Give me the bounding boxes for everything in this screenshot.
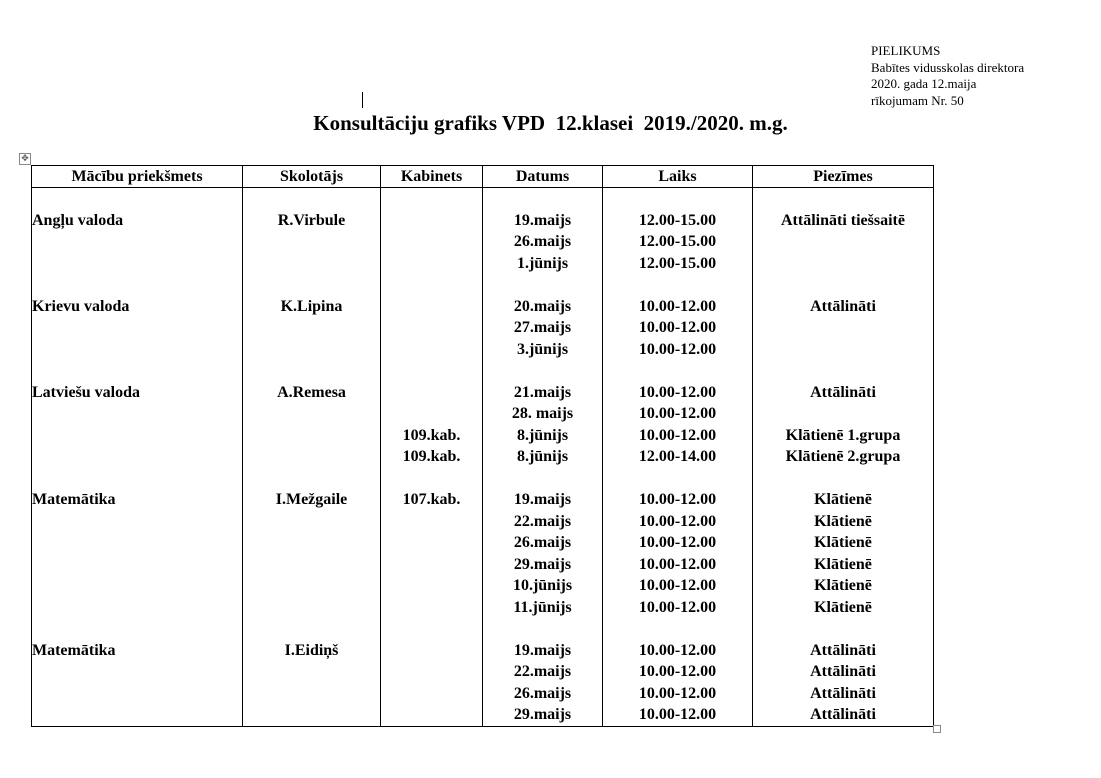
date-cell: 3.jūnijs [483, 339, 603, 361]
date-cell: 11.jūnijs [483, 597, 603, 619]
date-cell: 28. maijs [483, 403, 603, 425]
table-resize-handle[interactable] [933, 725, 941, 733]
table-row [32, 231, 934, 253]
time-cell: 10.00-12.00 [603, 575, 753, 597]
subject-cell [32, 339, 243, 361]
teacher-cell [243, 532, 381, 554]
table-row [32, 575, 934, 597]
room-cell: 109.kab. [381, 446, 483, 468]
date-cell: 29.maijs [483, 704, 603, 726]
table-header-row [32, 166, 934, 188]
date-cell: 1.jūnijs [483, 253, 603, 275]
table-row [32, 618, 934, 640]
time-cell: 10.00-12.00 [603, 317, 753, 339]
table-move-handle-icon[interactable]: ✥ [19, 153, 31, 165]
table-row [32, 597, 934, 619]
room-cell [381, 661, 483, 683]
date-cell: 20.maijs [483, 296, 603, 318]
table-row [32, 683, 934, 705]
subject-cell: Matemātika [32, 640, 243, 662]
subject-cell [32, 425, 243, 447]
subject-cell [32, 554, 243, 576]
schedule-table [31, 165, 934, 727]
teacher-cell [243, 683, 381, 705]
teacher-cell [243, 425, 381, 447]
room-cell [381, 403, 483, 425]
table-row [32, 210, 934, 232]
notes-cell: Attālināti [753, 683, 934, 705]
notes-cell: Klātienē [753, 575, 934, 597]
notes-cell [753, 188, 934, 210]
teacher-cell [243, 403, 381, 425]
table-row [32, 468, 934, 490]
room-cell [381, 618, 483, 640]
subject-cell [32, 597, 243, 619]
appendix-line: rīkojumam Nr. 50 [871, 92, 964, 108]
subject-cell [32, 661, 243, 683]
time-cell: 10.00-12.00 [603, 511, 753, 533]
teacher-cell [243, 188, 381, 210]
subject-cell [32, 618, 243, 640]
time-cell [603, 618, 753, 640]
time-cell [603, 360, 753, 382]
time-cell: 10.00-12.00 [603, 296, 753, 318]
notes-cell [753, 468, 934, 490]
room-cell [381, 296, 483, 318]
notes-cell: Attālināti [753, 382, 934, 404]
teacher-cell [243, 253, 381, 275]
room-cell [381, 683, 483, 705]
teacher-cell [243, 468, 381, 490]
time-cell [603, 274, 753, 296]
subject-cell: Matemātika [32, 489, 243, 511]
date-cell: 8.jūnijs [483, 446, 603, 468]
notes-cell [753, 274, 934, 296]
room-cell [381, 468, 483, 490]
subject-cell [32, 253, 243, 275]
table-row [32, 253, 934, 275]
table-row [32, 661, 934, 683]
notes-cell [753, 317, 934, 339]
date-cell: 29.maijs [483, 554, 603, 576]
room-cell: 107.kab. [381, 489, 483, 511]
teacher-cell [243, 704, 381, 726]
table-row [32, 640, 934, 662]
table-row [32, 317, 934, 339]
room-cell [381, 210, 483, 232]
teacher-cell [243, 618, 381, 640]
table-body [32, 188, 934, 727]
date-cell: 22.maijs [483, 661, 603, 683]
table-row [32, 532, 934, 554]
teacher-cell [243, 575, 381, 597]
time-cell: 10.00-12.00 [603, 597, 753, 619]
time-cell: 10.00-12.00 [603, 554, 753, 576]
time-cell: 10.00-12.00 [603, 704, 753, 726]
teacher-cell [243, 231, 381, 253]
date-cell [483, 618, 603, 640]
appendix-line: PIELIKUMS [871, 43, 941, 58]
date-cell: 26.maijs [483, 231, 603, 253]
time-cell: 12.00-15.00 [603, 210, 753, 232]
room-cell [381, 382, 483, 404]
room-cell [381, 360, 483, 382]
notes-cell [753, 403, 934, 425]
table-row [32, 360, 934, 382]
teacher-cell [243, 554, 381, 576]
time-cell: 10.00-12.00 [603, 489, 753, 511]
subject-cell [32, 274, 243, 296]
table-row [32, 188, 934, 210]
time-cell [603, 468, 753, 490]
table-row [32, 296, 934, 318]
notes-cell: Klātienē 1.grupa [753, 425, 934, 447]
room-cell [381, 554, 483, 576]
teacher-cell [243, 597, 381, 619]
notes-cell [753, 253, 934, 275]
notes-cell: Klātienē [753, 554, 934, 576]
time-cell: 10.00-12.00 [603, 425, 753, 447]
subject-cell [32, 188, 243, 210]
table-row [32, 382, 934, 404]
teacher-cell [243, 274, 381, 296]
table-row [32, 554, 934, 576]
room-cell: 109.kab. [381, 425, 483, 447]
date-cell [483, 188, 603, 210]
table-row [32, 403, 934, 425]
time-cell: 10.00-12.00 [603, 640, 753, 662]
room-cell [381, 511, 483, 533]
date-cell [483, 360, 603, 382]
text-cursor [362, 92, 363, 108]
subject-cell [32, 683, 243, 705]
table-row [32, 511, 934, 533]
teacher-cell: I.Eidiņš [243, 640, 381, 662]
notes-cell: Klātienē [753, 597, 934, 619]
date-cell: 19.maijs [483, 210, 603, 232]
subject-cell [32, 575, 243, 597]
room-cell [381, 704, 483, 726]
date-cell [483, 468, 603, 490]
subject-cell [32, 704, 243, 726]
teacher-cell: A.Remesa [243, 382, 381, 404]
teacher-cell [243, 360, 381, 382]
notes-cell: Klātienē [753, 511, 934, 533]
date-cell: 26.maijs [483, 683, 603, 705]
header-room: Kabinets [381, 166, 483, 188]
notes-cell: Attālināti [753, 296, 934, 318]
teacher-cell: K.Lipina [243, 296, 381, 318]
room-cell [381, 640, 483, 662]
subject-cell [32, 403, 243, 425]
subject-cell [32, 468, 243, 490]
room-cell [381, 274, 483, 296]
notes-cell [753, 360, 934, 382]
date-cell: 10.jūnijs [483, 575, 603, 597]
header-teacher: Skolotājs [243, 166, 381, 188]
time-cell: 10.00-12.00 [603, 661, 753, 683]
teacher-cell [243, 446, 381, 468]
table-row [32, 425, 934, 447]
subject-cell: Krievu valoda [32, 296, 243, 318]
teacher-cell [243, 661, 381, 683]
header-time: Laiks [603, 166, 753, 188]
room-cell [381, 597, 483, 619]
time-cell: 12.00-15.00 [603, 253, 753, 275]
teacher-cell [243, 339, 381, 361]
document-title: Konsultāciju grafiks VPD 12.klasei 2019./2020. m.g. [313, 111, 788, 135]
room-cell [381, 253, 483, 275]
teacher-cell [243, 511, 381, 533]
date-cell: 8.jūnijs [483, 425, 603, 447]
subject-cell: Latviešu valoda [32, 382, 243, 404]
room-cell [381, 317, 483, 339]
header-subject: Mācību priekšmets [32, 166, 243, 188]
table-row [32, 274, 934, 296]
notes-cell: Attālināti tiešsaitē [753, 210, 934, 232]
subject-cell: Angļu valoda [32, 210, 243, 232]
subject-cell [32, 360, 243, 382]
teacher-cell [243, 317, 381, 339]
header-notes: Piezīmes [753, 166, 934, 188]
notes-cell: Attālināti [753, 640, 934, 662]
date-cell [483, 274, 603, 296]
teacher-cell: R.Virbule [243, 210, 381, 232]
time-cell: 10.00-12.00 [603, 683, 753, 705]
notes-cell [753, 618, 934, 640]
table-row [32, 446, 934, 468]
notes-cell: Attālināti [753, 661, 934, 683]
subject-cell [32, 532, 243, 554]
date-cell: 22.maijs [483, 511, 603, 533]
date-cell: 19.maijs [483, 640, 603, 662]
notes-cell: Klātienē [753, 532, 934, 554]
notes-cell: Klātienē [753, 489, 934, 511]
room-cell [381, 575, 483, 597]
appendix-note [871, 43, 1024, 109]
header-date: Datums [483, 166, 603, 188]
date-cell: 27.maijs [483, 317, 603, 339]
subject-cell [32, 511, 243, 533]
time-cell: 10.00-12.00 [603, 382, 753, 404]
date-cell: 26.maijs [483, 532, 603, 554]
room-cell [381, 188, 483, 210]
subject-cell [32, 446, 243, 468]
notes-cell: Klātienē 2.grupa [753, 446, 934, 468]
subject-cell [32, 231, 243, 253]
notes-cell [753, 231, 934, 253]
table-row [32, 704, 934, 726]
time-cell: 12.00-15.00 [603, 231, 753, 253]
room-cell [381, 339, 483, 361]
time-cell: 12.00-14.00 [603, 446, 753, 468]
time-cell: 10.00-12.00 [603, 532, 753, 554]
room-cell [381, 231, 483, 253]
subject-cell [32, 317, 243, 339]
date-cell: 21.maijs [483, 382, 603, 404]
table-row [32, 339, 934, 361]
time-cell [603, 188, 753, 210]
teacher-cell: I.Mežgaile [243, 489, 381, 511]
date-cell: 19.maijs [483, 489, 603, 511]
notes-cell: Attālināti [753, 704, 934, 726]
notes-cell [753, 339, 934, 361]
time-cell: 10.00-12.00 [603, 339, 753, 361]
room-cell [381, 532, 483, 554]
time-cell: 10.00-12.00 [603, 403, 753, 425]
appendix-line: Babītes vidusskolas direktora [871, 59, 1025, 75]
table-row [32, 489, 934, 511]
appendix-line: 2020. gada 12.maija [871, 76, 977, 91]
